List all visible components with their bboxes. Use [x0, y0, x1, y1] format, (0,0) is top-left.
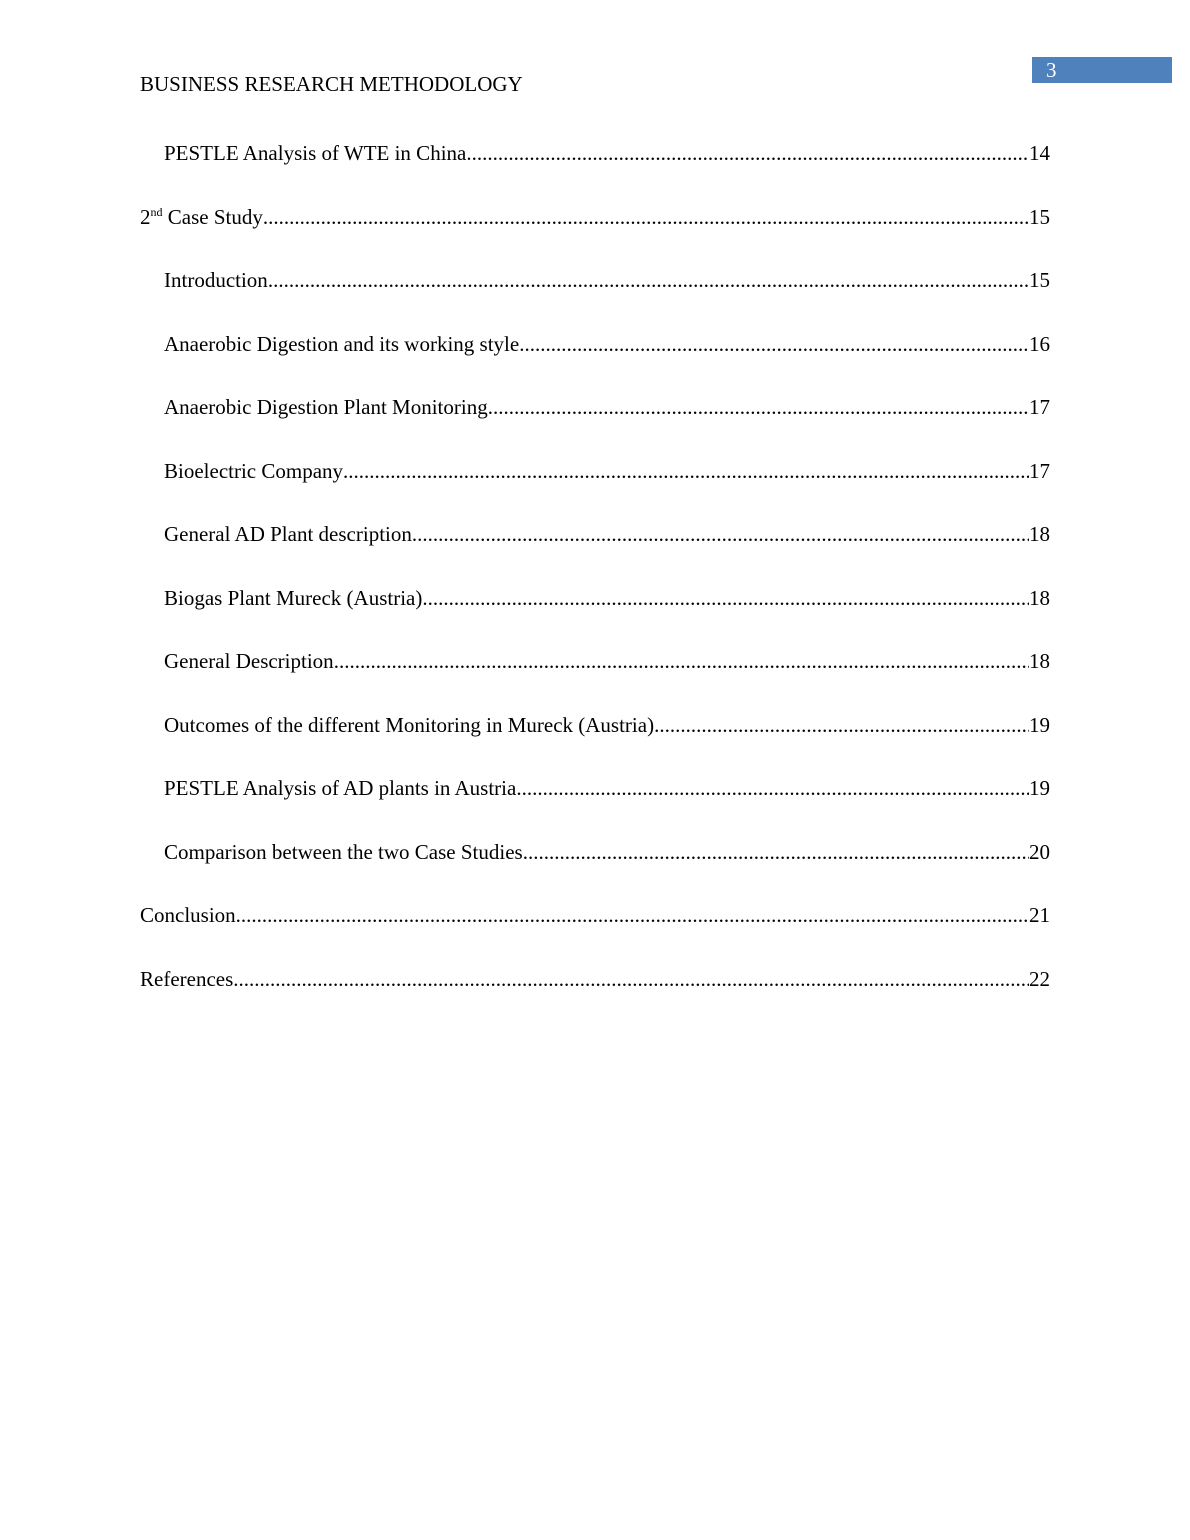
toc-entry-title: Biogas Plant Mureck (Austria)	[164, 585, 423, 610]
toc-entry-page: 20	[1029, 839, 1050, 864]
toc-entry-second-case-study[interactable]	[140, 202, 1050, 266]
toc-entry-title: Bioelectric Company	[164, 458, 344, 483]
toc-dot-leader	[263, 202, 1029, 232]
running-header-title: BUSINESS RESEARCH METHODOLOGY	[140, 72, 523, 96]
toc-dot-leader	[516, 773, 1029, 803]
toc-entry-references[interactable]	[140, 964, 1050, 1028]
toc-entry-page: 18	[1029, 649, 1050, 673]
toc-entry-page: 21	[1029, 903, 1050, 927]
toc-entry-page: 19	[1029, 712, 1050, 737]
toc-entry-general-ad-plant[interactable]	[140, 519, 1050, 583]
toc-entry-title: General Description	[164, 649, 334, 673]
toc-entry-title: Comparison between the two Case Studies	[164, 839, 523, 864]
toc-entry-introduction[interactable]	[140, 265, 1050, 329]
toc-dot-leader	[519, 329, 1029, 359]
page-number: 3	[1046, 58, 1057, 82]
toc-entry-title: Conclusion	[140, 903, 236, 927]
toc-entry-title-number: 2	[140, 204, 151, 229]
toc-dot-leader	[334, 646, 1029, 676]
toc-entry-title	[140, 202, 263, 232]
toc-entry-page: 15	[1029, 204, 1050, 229]
toc-entry-page: 17	[1029, 395, 1050, 419]
toc-entry-plant-monitoring[interactable]	[140, 392, 1050, 456]
toc-entry-pestle-china[interactable]	[140, 138, 1050, 202]
toc-dot-leader	[236, 900, 1029, 930]
toc-dot-leader	[488, 392, 1029, 422]
toc-dot-leader	[412, 519, 1029, 549]
toc-entry-pestle-austria[interactable]	[140, 773, 1050, 837]
toc-dot-leader	[654, 710, 1029, 740]
toc-entry-page: 18	[1029, 522, 1050, 546]
table-of-contents	[140, 138, 1050, 1027]
toc-entry-comparison[interactable]	[140, 837, 1050, 901]
toc-dot-leader	[422, 583, 1029, 613]
toc-entry-title: Anaerobic Digestion Plant Monitoring	[164, 395, 488, 419]
toc-dot-leader	[343, 456, 1029, 486]
toc-entry-page: 14	[1029, 141, 1050, 165]
toc-entry-title: Outcomes of the different Monitoring in Mureck (Austria)	[164, 712, 655, 737]
toc-entry-page: 19	[1029, 776, 1050, 800]
toc-entry-title: PESTLE Analysis of WTE in China	[164, 141, 467, 165]
toc-entry-page: 18	[1029, 585, 1050, 610]
toc-entry-general-description[interactable]	[140, 646, 1050, 710]
toc-entry-title: Anaerobic Digestion and its working style	[164, 331, 520, 356]
toc-entry-page: 16	[1029, 331, 1050, 356]
toc-entry-bioelectric-company[interactable]	[140, 456, 1050, 520]
toc-entry-page: 17	[1029, 458, 1050, 483]
toc-entry-title: Introduction	[164, 268, 268, 292]
toc-entry-anaerobic-digestion[interactable]	[140, 329, 1050, 393]
toc-entry-title: PESTLE Analysis of AD plants in Austria	[164, 776, 517, 800]
toc-dot-leader	[233, 964, 1029, 994]
toc-entry-title-ordinal: nd	[150, 204, 163, 219]
toc-dot-leader	[523, 837, 1029, 867]
toc-entry-monitoring-outcomes[interactable]	[140, 710, 1050, 774]
toc-entry-conclusion[interactable]	[140, 900, 1050, 964]
page-number-badge	[1032, 57, 1172, 83]
toc-dot-leader	[268, 265, 1029, 295]
toc-dot-leader	[466, 138, 1029, 168]
toc-entry-title-text: Case Study	[162, 204, 263, 229]
toc-entry-page: 22	[1029, 966, 1050, 991]
toc-entry-title: References	[140, 966, 234, 991]
toc-entry-page: 15	[1029, 268, 1050, 292]
toc-entry-biogas-plant-mureck[interactable]	[140, 583, 1050, 647]
toc-entry-title: General AD Plant description	[164, 522, 412, 546]
